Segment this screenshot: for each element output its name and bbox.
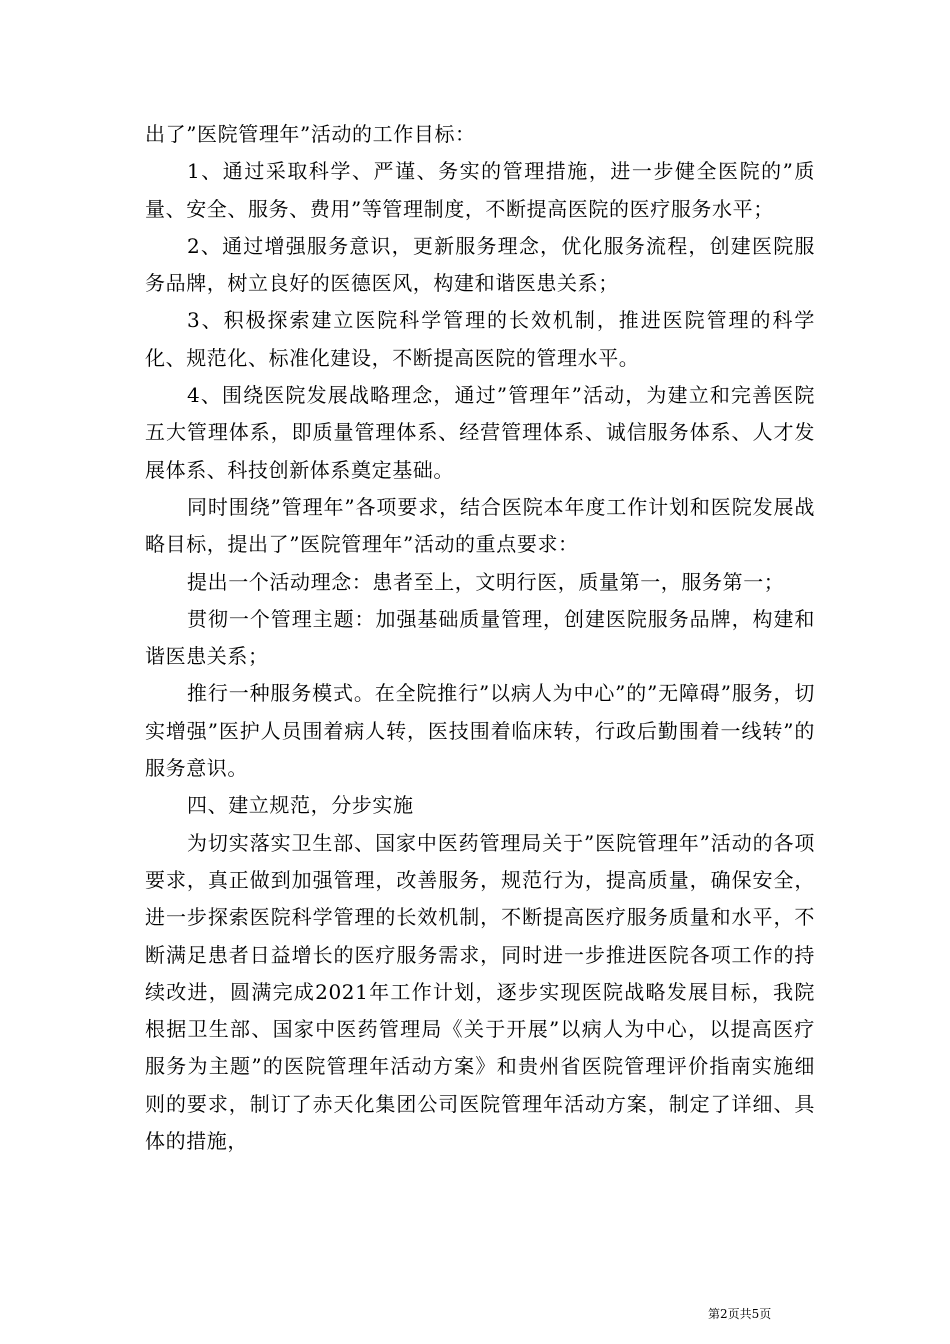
paragraph-key-requirements: 同时围绕”管理年”各项要求，结合医院本年度工作计划和医院发展战略目标，提出了”医院管理年”活动的重点要求：	[145, 494, 815, 557]
paragraph-goal-4: 4、围绕医院发展战略理念，通过”管理年”活动，为建立和完善医院五大管理体系，即质量管理体系、经营管理体系、诚信服务体系、人才发展体系、科技创新体系奠定基础。	[145, 383, 815, 482]
paragraph-continued-goals: 出了”医院管理年”活动的工作目标：	[145, 122, 476, 146]
paragraph-activity-concept: 提出一个活动理念：患者至上，文明行医，质量第一，服务第一；	[187, 569, 785, 594]
paragraph-goal-3: 3、积极探索建立医院科学管理的长效机制，推进医院管理的科学化、规范化、标准化建设，不断提高医院的管理水平。	[145, 308, 815, 370]
document-body	[145, 116, 815, 1160]
paragraph-service-model: 推行一种服务模式。在全院推行”以病人为中心”的”无障碍”服务，切实增强”医护人员围着病人转，医技围着临床转，行政后勤围着一线转”的服务意识。	[145, 681, 815, 781]
section-heading-four: 四、建立规范，分步实施	[187, 793, 414, 818]
paragraph-implementation: 为切实落实卫生部、国家中医药管理局关于”医院管理年”活动的各项要求，真正做到加强管理，改善服务，规范行为，提高质量，确保安全，进一步探索医院科学管理的长效机制，不断提高医疗服务质量和水平，不断满足患者日益增长的医疗服务需求，同时进一步推进医院各项工作的持续改进，圆满完成2021年工作计划，逐步实现医院战略发展目标，我院根据卫生部、国家中医药管理局《关于开展”以病人为中心，以提高医疗服务为主题”的医院管理年活动方案》和贵州省医院管理评价指南实施细则的要求，制订了赤天化集团公司医院管理年活动方案，制定了详细、具体的措施，	[145, 830, 815, 1154]
paragraph-goal-2: 2、通过增强服务意识，更新服务理念，优化服务流程，创建医院服务品牌，树立良好的医德医风，构建和谐医患关系；	[145, 233, 815, 296]
page-number-footer: 第2页共5页	[708, 1307, 772, 1321]
paragraph-management-theme: 贯彻一个管理主题：加强基础质量管理，创建医院服务品牌，构建和谐医患关系；	[145, 606, 815, 669]
paragraph-goal-1: 1、通过采取科学、严谨、务实的管理措施，进一步健全医院的”质量、安全、服务、费用”等管理制度，不断提高医院的医疗服务水平；	[145, 159, 815, 221]
